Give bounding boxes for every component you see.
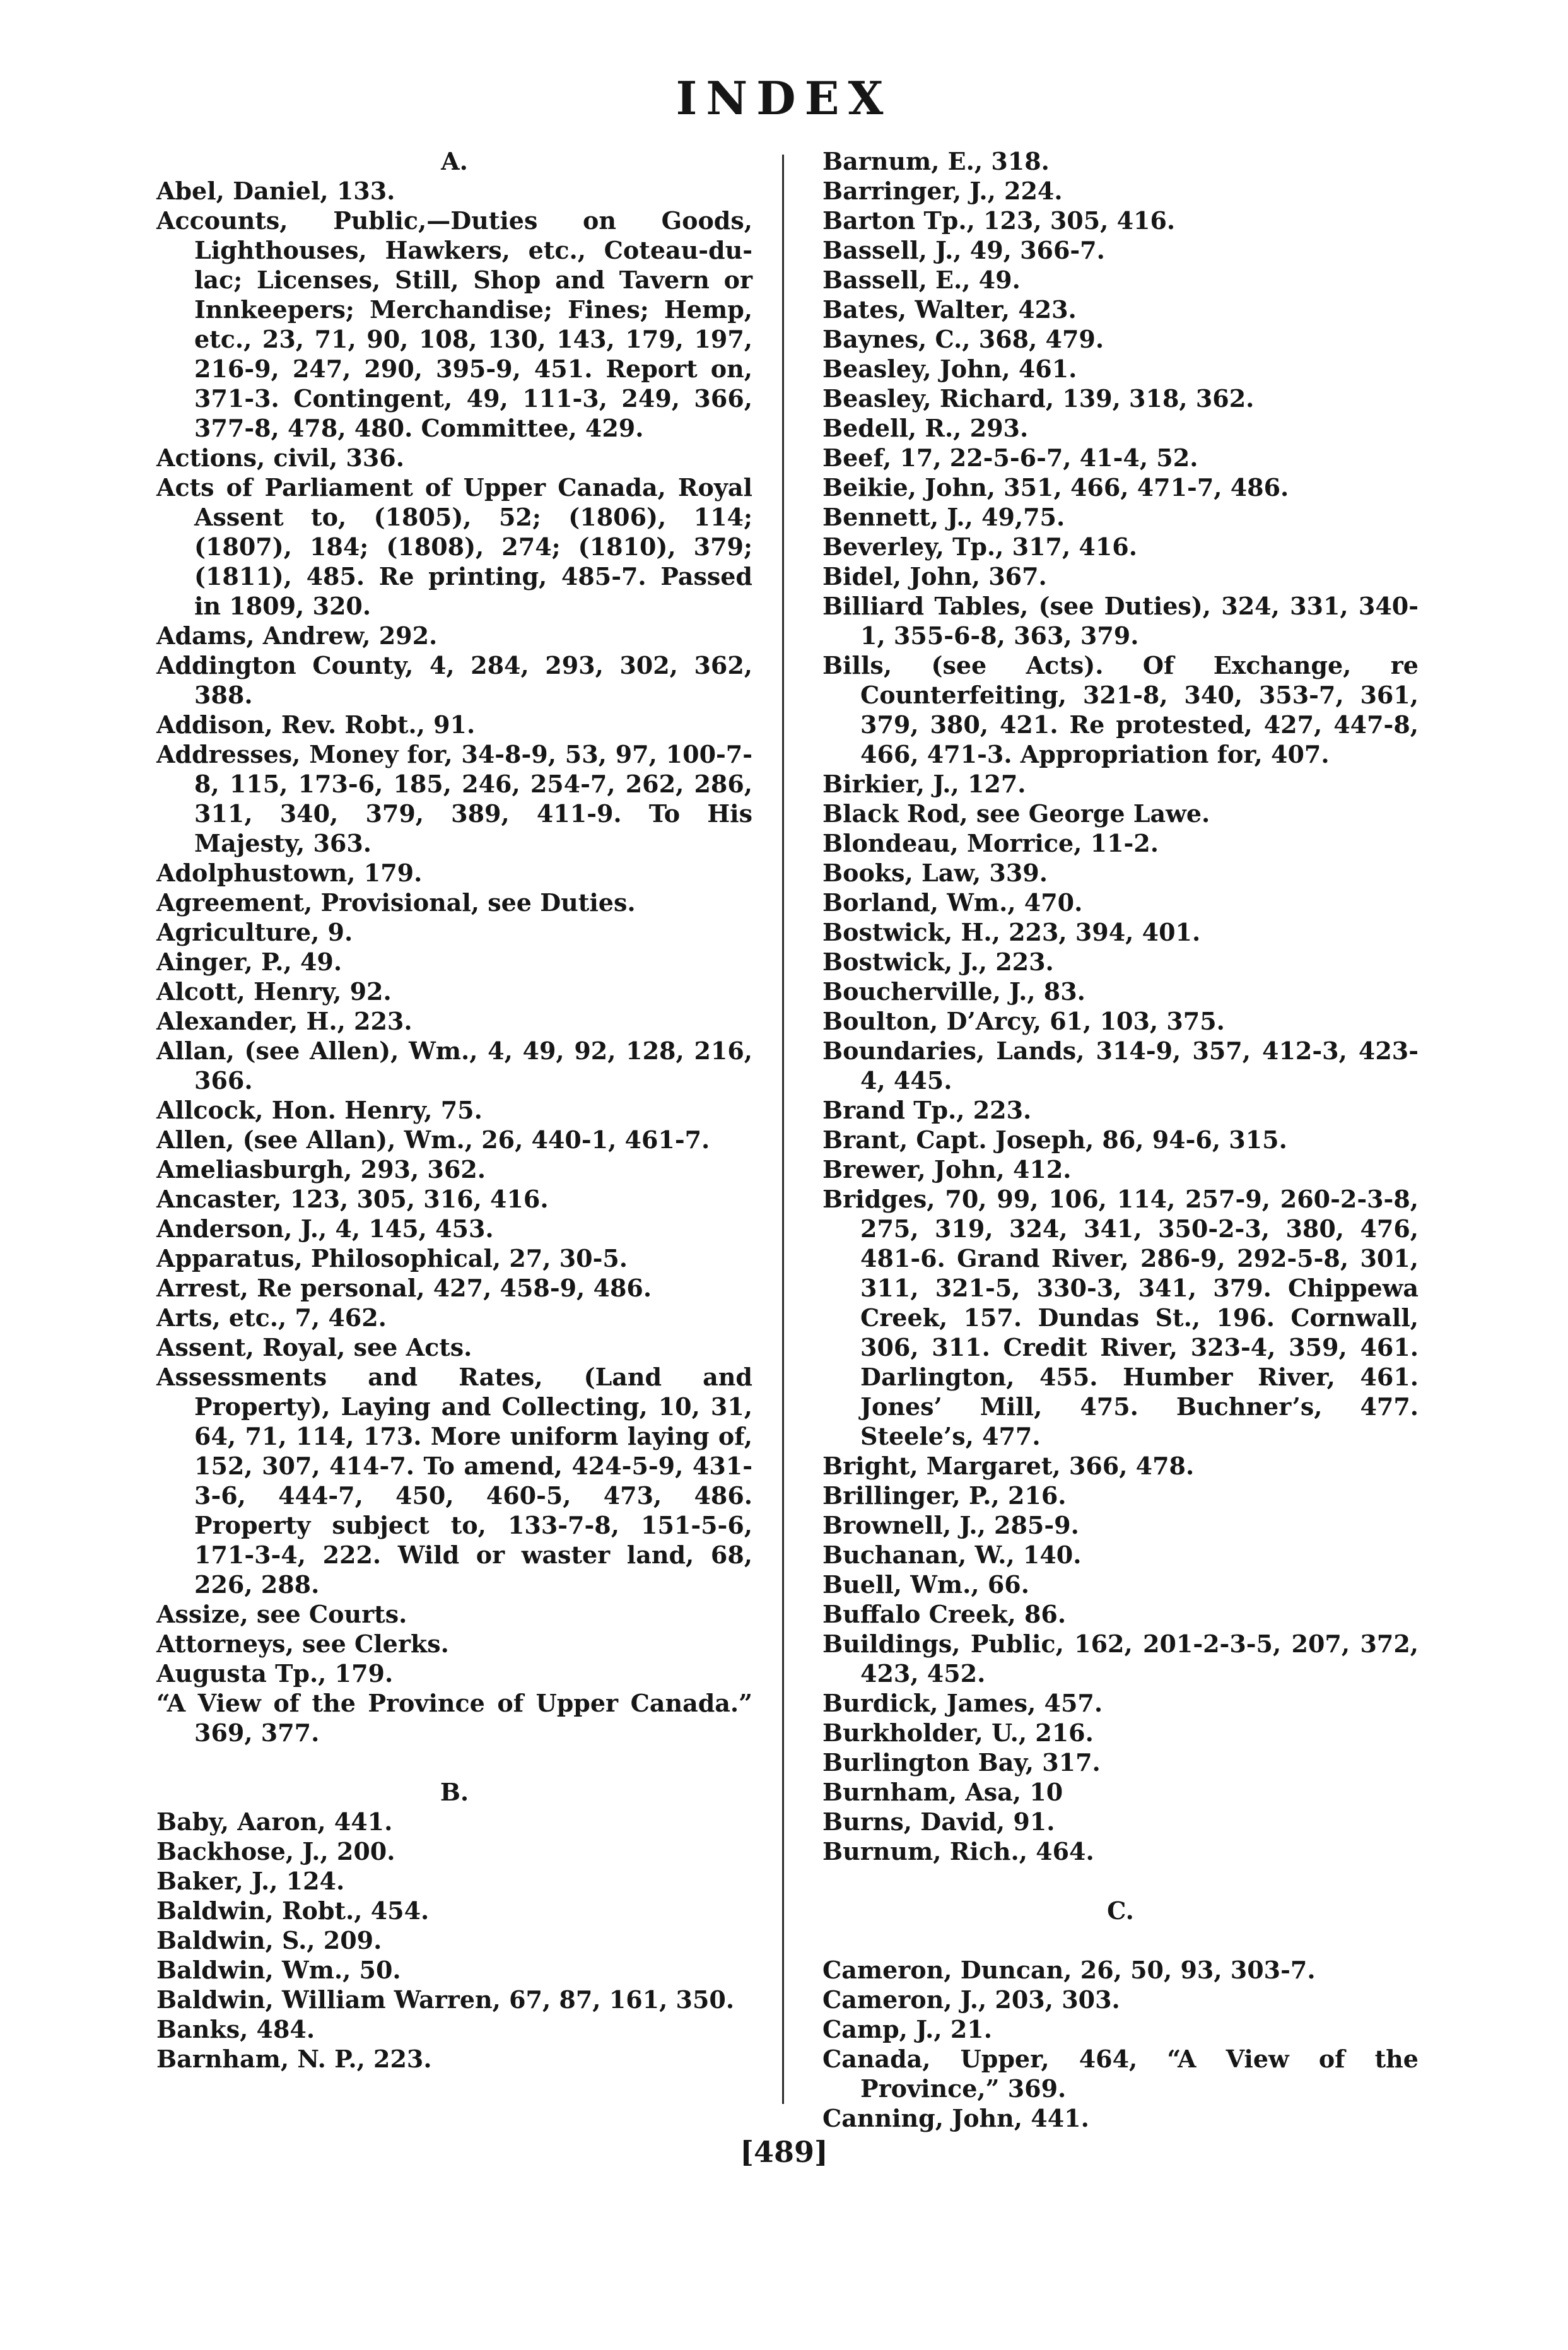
index-entry: Blondeau, Morrice, 11-2.: [822, 829, 1159, 857]
index-entry: “A View of the Province of Upper Canada.” 369, 377.: [156, 1689, 752, 1747]
index-entry: Boulton, D’Arcy, 61, 103, 375.: [822, 1007, 1225, 1035]
index-entry: Ancaster, 123, 305, 316, 416.: [156, 1185, 549, 1213]
index-entry: Barnum, E., 318.: [822, 147, 1050, 175]
index-entry: Accounts, Public,—Duties on Goods, Lighthouses, Hawkers, etc., Coteau-du-lac; Licenses, Still, Shop and Tavern or Innkeepers; Merchandise; Fines; Hemp, etc., 23, 71, 90, 108, 130, 143, 179, 197, 216-9, 247, 290, 395-9, 451. Report on, 371-3. Contingent, 49, 111-3, 249, 366, 377-8, 478, 480. Committee, 429.: [156, 206, 752, 442]
index-column-right: [822, 146, 1419, 2133]
index-entry: Beasley, Richard, 139, 318, 362.: [822, 384, 1255, 413]
index-entry: Burkholder, U., 216.: [822, 1718, 1094, 1747]
index-entry: Beef, 17, 22-5-6-7, 41-4, 52.: [822, 444, 1198, 472]
index-entry: Baldwin, William Warren, 67, 87, 161, 350.: [156, 1985, 735, 2014]
index-entry: Addison, Rev. Robt., 91.: [156, 710, 476, 739]
index-entry: Borland, Wm., 470.: [822, 888, 1083, 917]
index-entry: Assize, see Courts.: [156, 1600, 407, 1628]
index-entry: Boucherville, J., 83.: [822, 977, 1085, 1006]
index-entry: Arrest, Re personal, 427, 458-9, 486.: [156, 1274, 652, 1302]
index-entry: Baynes, C., 368, 479.: [822, 325, 1104, 353]
index-entry: Brant, Capt. Joseph, 86, 94-6, 315.: [822, 1125, 1287, 1154]
index-entry: Arts, etc., 7, 462.: [156, 1303, 387, 1332]
index-entry: Allcock, Hon. Henry, 75.: [156, 1096, 483, 1124]
index-entry: Burns, David, 91.: [822, 1807, 1055, 1836]
index-entry: Apparatus, Philosophical, 27, 30-5.: [156, 1244, 628, 1272]
index-entry: Abel, Daniel, 133.: [156, 177, 395, 205]
index-entry: Backhose, J., 200.: [156, 1837, 395, 1865]
index-entry: Buchanan, W., 140.: [822, 1541, 1082, 1569]
index-entry: Anderson, J., 4, 145, 453.: [156, 1214, 494, 1243]
index-entry: Allen, (see Allan), Wm., 26, 440-1, 461-7.: [156, 1125, 710, 1154]
index-entry: Canada, Upper, 464, “A View of the Province,” 369.: [822, 2045, 1419, 2103]
index-entry: Bidel, John, 367.: [822, 562, 1047, 590]
index-entry: Black Rod, see George Lawe.: [822, 799, 1210, 828]
index-entry: Billiard Tables, (see Duties), 324, 331, 340-1, 355-6-8, 363, 379.: [822, 592, 1419, 650]
index-entry: Ameliasburgh, 293, 362.: [156, 1155, 486, 1184]
index-entry: Cameron, Duncan, 26, 50, 93, 303-7.: [822, 1956, 1316, 1984]
index-entry: Agreement, Provisional, see Duties.: [156, 888, 636, 917]
index-entry: Brownell, J., 285-9.: [822, 1511, 1079, 1539]
index-entry: Adams, Andrew, 292.: [156, 621, 438, 650]
index-entry: Buell, Wm., 66.: [822, 1570, 1029, 1599]
index-entry: Attorneys, see Clerks.: [156, 1630, 449, 1658]
index-entry: Burlington Bay, 317.: [822, 1748, 1101, 1777]
index-entry: Augusta Tp., 179.: [156, 1659, 394, 1688]
index-entry: Barringer, J., 224.: [822, 177, 1063, 205]
index-entry: Bedell, R., 293.: [822, 414, 1029, 442]
index-entry: Barton Tp., 123, 305, 416.: [822, 206, 1176, 235]
index-entry: Addresses, Money for, 34-8-9, 53, 97, 100-7-8, 115, 173-6, 185, 246, 254-7, 262, 286, 311, 340, 379, 389, 411-9. To His Majesty, 363.: [156, 740, 752, 857]
index-entry: Bright, Margaret, 366, 478.: [822, 1452, 1195, 1480]
index-entry: Baker, J., 124.: [156, 1867, 345, 1895]
index-entry: Actions, civil, 336.: [156, 444, 404, 472]
index-entry: Bassell, E., 49.: [822, 266, 1021, 294]
index-entry: Beasley, John, 461.: [822, 355, 1077, 383]
index-entry: Buildings, Public, 162, 201-2-3-5, 207, 372, 423, 452.: [822, 1630, 1419, 1688]
index-entry: Agriculture, 9.: [156, 918, 353, 946]
section-letter-heading: C.: [1107, 1896, 1134, 1925]
index-entry: Alcott, Henry, 92.: [156, 977, 392, 1006]
page-number: [489]: [740, 2135, 828, 2169]
index-entry: Boundaries, Lands, 314-9, 357, 412-3, 423-4, 445.: [822, 1037, 1419, 1095]
index-entry: Assessments and Rates, (Land and Property), Laying and Collecting, 10, 31, 64, 71, 114, 173. More uniform laying of, 152, 307, 414-7. To amend, 424-5-9, 431-3-6, 444-7, 450, 460-5, 473, 486. Property subject to, 133-7-8, 151-5-6, 171-3-4, 222. Wild or waster land, 68, 226, 288.: [156, 1363, 752, 1599]
column-divider: [782, 155, 784, 2104]
index-entry: Bostwick, J., 223.: [822, 948, 1054, 976]
index-entry: Baldwin, Wm., 50.: [156, 1956, 401, 1984]
index-entry: Acts of Parliament of Upper Canada, Royal Assent to, (1805), 52; (1806), 114; (1807), 184; (1808), 274; (1810), 379; (1811), 485. Re printing, 485-7. Passed in 1809, 320.: [156, 473, 752, 620]
index-entry: Baby, Aaron, 441.: [156, 1807, 393, 1836]
index-entry: Canning, John, 441.: [822, 2104, 1089, 2132]
section-letter-heading: A.: [441, 147, 468, 175]
section-spacer: [156, 1748, 752, 1777]
index-entry: Bridges, 70, 99, 106, 114, 257-9, 260-2-3-8, 275, 319, 324, 341, 350-2-3, 380, 476, 481-6. Grand River, 286-9, 292-5-8, 301, 311, 321-5, 330-3, 341, 379. Chippewa Creek, 157. Dundas St., 196. Cornwall, 306, 311. Credit River, 323-4, 359, 461. Darlington, 455. Humber River, 461. Jones’ Mill, 475. Buchner’s, 477. Steele’s, 477.: [822, 1185, 1419, 1450]
index-entry: Barnham, N. P., 223.: [156, 2045, 432, 2073]
index-entry: Addington County, 4, 284, 293, 302, 362, 388.: [156, 651, 752, 709]
section-spacer: [822, 1925, 1419, 1955]
index-entry: Bates, Walter, 423.: [822, 295, 1077, 324]
index-entry: Assent, Royal, see Acts.: [156, 1333, 472, 1361]
index-column-left: [156, 146, 752, 2074]
index-entry: Camp, J., 21.: [822, 2015, 992, 2043]
index-entry: Cameron, J., 203, 303.: [822, 1985, 1120, 2014]
index-entry: Beverley, Tp., 317, 416.: [822, 532, 1137, 561]
page-title: INDEX: [676, 71, 892, 125]
index-entry: Alexander, H., 223.: [156, 1007, 412, 1035]
index-entry: Books, Law, 339.: [822, 859, 1048, 887]
index-entry: Banks, 484.: [156, 2015, 315, 2043]
section-spacer: [822, 1866, 1419, 1896]
index-entry: Brillinger, P., 216.: [822, 1481, 1067, 1510]
index-entry: Buffalo Creek, 86.: [822, 1600, 1067, 1628]
index-entry: Bassell, J., 49, 366-7.: [822, 236, 1105, 264]
index-entry: Birkier, J., 127.: [822, 770, 1026, 798]
index-entry: Bostwick, H., 223, 394, 401.: [822, 918, 1201, 946]
index-entry: Beikie, John, 351, 466, 471-7, 486.: [822, 473, 1289, 502]
index-entry: Brewer, John, 412.: [822, 1155, 1072, 1184]
index-entry: Allan, (see Allen), Wm., 4, 49, 92, 128, 216, 366.: [156, 1037, 752, 1095]
index-entry: Baldwin, S., 209.: [156, 1926, 382, 1954]
index-entry: Bills, (see Acts). Of Exchange, re Counterfeiting, 321-8, 340, 353-7, 361, 379, 380, 421. Re protested, 427, 447-8, 466, 471-3. Appropriation for, 407.: [822, 651, 1419, 768]
index-entry: Ainger, P., 49.: [156, 948, 342, 976]
index-entry: Brand Tp., 223.: [822, 1096, 1032, 1124]
section-letter-heading: B.: [440, 1778, 469, 1806]
index-entry: Adolphustown, 179.: [156, 859, 423, 887]
index-entry: Bennett, J., 49,75.: [822, 503, 1065, 531]
index-entry: Burnham, Asa, 10: [822, 1778, 1063, 1806]
index-entry: Burnum, Rich., 464.: [822, 1837, 1094, 1865]
index-entry: Burdick, James, 457.: [822, 1689, 1103, 1717]
index-entry: Baldwin, Robt., 454.: [156, 1896, 430, 1925]
